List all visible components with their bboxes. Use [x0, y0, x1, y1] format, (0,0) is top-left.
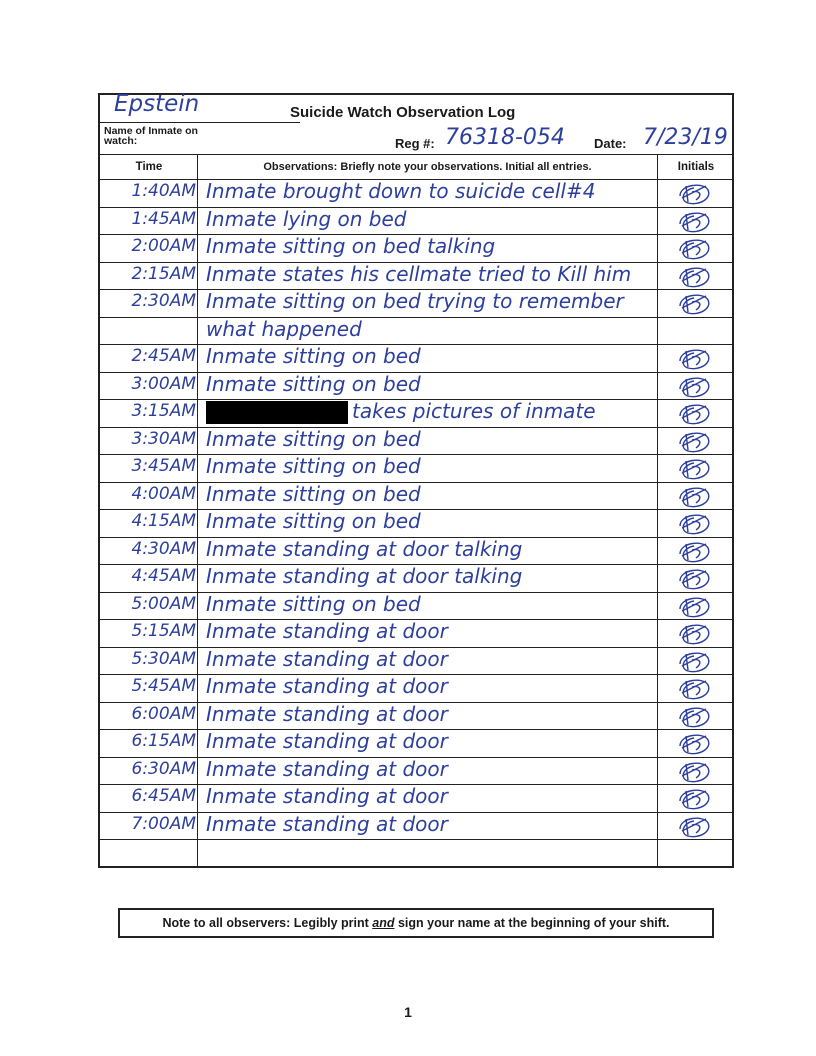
initials-signature: [674, 345, 714, 371]
entry-time: 1:45AM: [131, 208, 196, 229]
entry-observation-text: Inmate sitting on bed: [206, 454, 421, 478]
initials-signature: [674, 373, 714, 399]
entry-observation: [206, 619, 448, 643]
row-line: [100, 839, 732, 840]
entry-observation-text: Inmate sitting on bed: [206, 426, 421, 451]
note-suffix: sign your name at the beginning of your shift.: [394, 916, 670, 930]
entry-time: 2:00AM: [131, 236, 196, 256]
entry-observation: [206, 702, 448, 726]
initials-signature: [674, 593, 714, 619]
initials-signature: [674, 703, 714, 729]
entry-observation: [206, 427, 421, 451]
entry-observation-text: Inmate sitting on bed: [206, 371, 421, 396]
initials-signature: [674, 263, 714, 289]
entry-observation: [206, 674, 448, 698]
date-value: 7/23/19: [643, 125, 728, 150]
initials-signature: [674, 180, 714, 206]
entry-observation-text: Inmate lying on bed: [206, 206, 407, 231]
entry-observation-text: Inmate sitting on bed: [206, 481, 421, 506]
reg-number-label: Reg #:: [395, 136, 435, 151]
column-header-initials: Initials: [677, 161, 715, 173]
entry-time: 6:15AM: [131, 731, 196, 751]
entry-observation: [206, 207, 406, 231]
entry-observation-text: Inmate sitting on bed trying to remember: [206, 289, 624, 313]
entry-time: 6:45AM: [131, 786, 196, 806]
row-line: [100, 207, 732, 208]
entry-time: 1:40AM: [131, 181, 196, 201]
name-underline: [100, 122, 300, 123]
entry-observation-text: Inmate standing at door: [206, 674, 448, 698]
entry-time: 4:30AM: [131, 538, 196, 559]
note-emphasis: and: [372, 916, 395, 930]
initials-signature: [674, 648, 714, 674]
entry-observation-text: Inmate standing at door: [206, 784, 448, 808]
initials-signature: [674, 290, 714, 316]
initials-signature: [674, 428, 714, 454]
entry-observation-text: what happened: [206, 316, 362, 341]
date-label: Date:: [594, 136, 627, 151]
entry-observation-text: Inmate states his cellmate tried to Kill him: [206, 261, 632, 286]
reg-number-value: 76318-054: [445, 125, 565, 150]
entry-observation: [206, 344, 421, 368]
initials-signature: [674, 483, 714, 509]
entry-observation-text: Inmate sitting on bed: [206, 344, 421, 368]
entry-observation-text: Inmate standing at door: [206, 701, 448, 726]
entry-observation-text: Inmate standing at door talking: [206, 564, 523, 588]
column-header-observations: Observations: Briefly note your observations. Initial all entries.: [263, 161, 592, 173]
entry-time: 4:00AM: [131, 483, 196, 504]
redaction-block: [206, 401, 348, 424]
inmate-name-value: Epstein: [114, 91, 200, 117]
entry-observation: [206, 372, 421, 396]
entry-observation-text: takes pictures of inmate: [352, 399, 596, 423]
inmate-name-label: Name of Inmate on watch:: [104, 125, 198, 147]
entry-observation-text: Inmate standing at door: [206, 619, 448, 643]
entry-observation: [206, 784, 448, 808]
entry-time: 4:45AM: [131, 566, 196, 586]
initials-signature: [674, 400, 714, 426]
entry-observation: [206, 592, 421, 616]
entry-observation: [206, 757, 448, 781]
observation-log-form: [98, 93, 734, 868]
initials-signature: [674, 510, 714, 536]
entry-observation: [206, 647, 448, 671]
entry-observation-text: Inmate standing at door: [206, 756, 448, 781]
entry-observation: [206, 537, 522, 561]
entry-time: 5:30AM: [131, 648, 196, 669]
entry-time: 6:00AM: [131, 703, 196, 724]
page-number: 1: [404, 1004, 412, 1020]
initials-signature: [674, 785, 714, 811]
entry-observation: [206, 812, 448, 836]
entry-observation-text: Inmate brought down to suicide cell#4: [206, 179, 596, 203]
entry-time: 3:00AM: [131, 373, 196, 394]
entry-observation-text: Inmate standing at door: [206, 646, 448, 671]
entry-observation: [206, 234, 495, 258]
entry-time: 3:15AM: [131, 401, 196, 421]
initials-signature: [674, 455, 714, 481]
entry-time: 5:15AM: [131, 621, 196, 641]
entry-observation-text: Inmate sitting on bed: [206, 509, 421, 533]
entry-time: 6:30AM: [131, 758, 196, 779]
initials-signature: [674, 675, 714, 701]
entry-observation-text: Inmate sitting on bed talking: [206, 234, 496, 258]
form-title: Suicide Watch Observation Log: [290, 104, 516, 121]
entry-observation: [206, 399, 596, 424]
initials-signature: [674, 565, 714, 591]
initials-signature: [674, 813, 714, 839]
entry-time: 2:45AM: [131, 346, 196, 366]
initials-signature: [674, 620, 714, 646]
entry-observation: [206, 289, 624, 313]
entry-time: 3:30AM: [131, 428, 196, 449]
initials-signature: [674, 538, 714, 564]
entry-observation: [206, 317, 362, 341]
initials-signature: [674, 758, 714, 784]
row-line: [100, 317, 732, 318]
observer-note: [118, 908, 714, 938]
initials-signature: [674, 235, 714, 261]
entry-observation-text: Inmate sitting on bed: [206, 591, 421, 616]
header-divider: [100, 154, 732, 155]
entry-time: 5:00AM: [131, 593, 196, 614]
entry-observation: [206, 454, 421, 478]
column-header-time: Time: [135, 161, 163, 173]
entry-time: 4:15AM: [131, 511, 196, 531]
entry-observation-text: Inmate standing at door talking: [206, 536, 523, 561]
entry-time: 7:00AM: [131, 813, 196, 834]
entry-observation-text: Inmate standing at door: [206, 811, 448, 836]
entry-time: 3:45AM: [131, 456, 196, 476]
initials-signature: [674, 208, 714, 234]
entry-observation-text: Inmate standing at door: [206, 729, 448, 753]
entry-observation: [206, 482, 421, 506]
entry-time: 5:45AM: [131, 676, 196, 696]
entry-observation: [206, 509, 421, 533]
initials-signature: [674, 730, 714, 756]
entry-time: 2:15AM: [131, 263, 196, 284]
entry-observation: [206, 729, 448, 753]
entry-observation: [206, 564, 522, 588]
entry-observation: [206, 179, 595, 203]
entry-observation: [206, 262, 631, 286]
note-prefix: Note to all observers: Legibly print: [162, 916, 373, 930]
entry-time: 2:30AM: [131, 291, 196, 311]
